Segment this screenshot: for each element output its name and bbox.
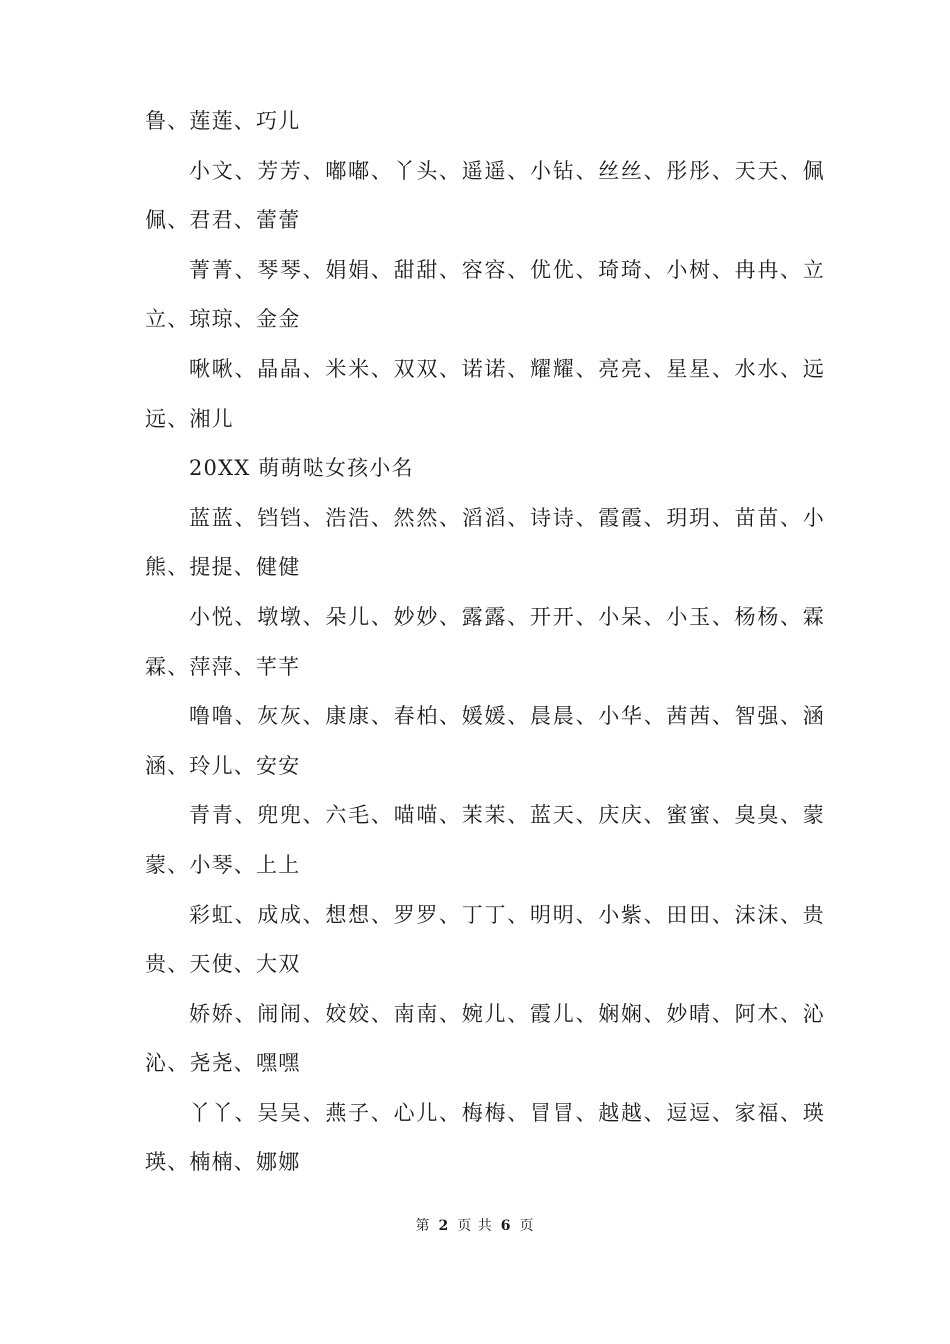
paragraph: 小悦、墩墩、朵儿、妙妙、露露、开开、小呆、小玉、杨杨、霖霖、萍萍、芊芊 [145, 604, 825, 679]
document-body [145, 97, 825, 1188]
paragraph: 小文、芳芳、嘟嘟、丫头、遥遥、小钻、丝丝、彤彤、天天、佩佩、君君、蕾蕾 [145, 158, 825, 233]
page-footer [0, 1215, 950, 1235]
paragraph: 菁菁、琴琴、娟娟、甜甜、容容、优优、琦琦、小树、冉冉、立立、琼琼、金金 [145, 257, 825, 332]
paragraph: 青青、兜兜、六毛、喵喵、茉茉、蓝天、庆庆、蜜蜜、臭臭、蒙蒙、小琴、上上 [145, 803, 825, 877]
paragraph: 娇娇、闹闹、姣姣、南南、婉儿、霞儿、娴娴、妙晴、阿木、沁沁、尧尧、嘿嘿 [145, 1001, 825, 1076]
section-heading: 20XX 萌萌哒女孩小名 [189, 456, 414, 481]
paragraph: 啾啾、晶晶、米米、双双、诺诺、耀耀、亮亮、星星、水水、远远、湘儿 [145, 356, 825, 431]
footer-prefix: 第 [415, 1218, 431, 1234]
footer-middle: 页 共 [457, 1218, 493, 1234]
footer-suffix: 页 [519, 1218, 535, 1234]
paragraph: 彩虹、成成、想想、罗罗、丁丁、明明、小紫、田田、沫沫、贵贵、天使、大双 [145, 902, 825, 977]
paragraph: 蓝蓝、铛铛、浩浩、然然、滔滔、诗诗、霞霞、玥玥、苗苗、小熊、提提、健健 [145, 505, 825, 580]
current-page-number: 2 [438, 1218, 450, 1234]
paragraph: 丫丫、吴吴、燕子、心儿、梅梅、冒冒、越越、逗逗、家福、瑛瑛、楠楠、娜娜 [145, 1100, 825, 1175]
paragraph-continuation: 鲁、莲莲、巧儿 [145, 109, 301, 133]
paragraph: 噜噜、灰灰、康康、春柏、媛媛、晨晨、小华、茜茜、智强、涵涵、玲儿、安安 [145, 704, 825, 778]
total-pages-number: 6 [500, 1218, 512, 1234]
